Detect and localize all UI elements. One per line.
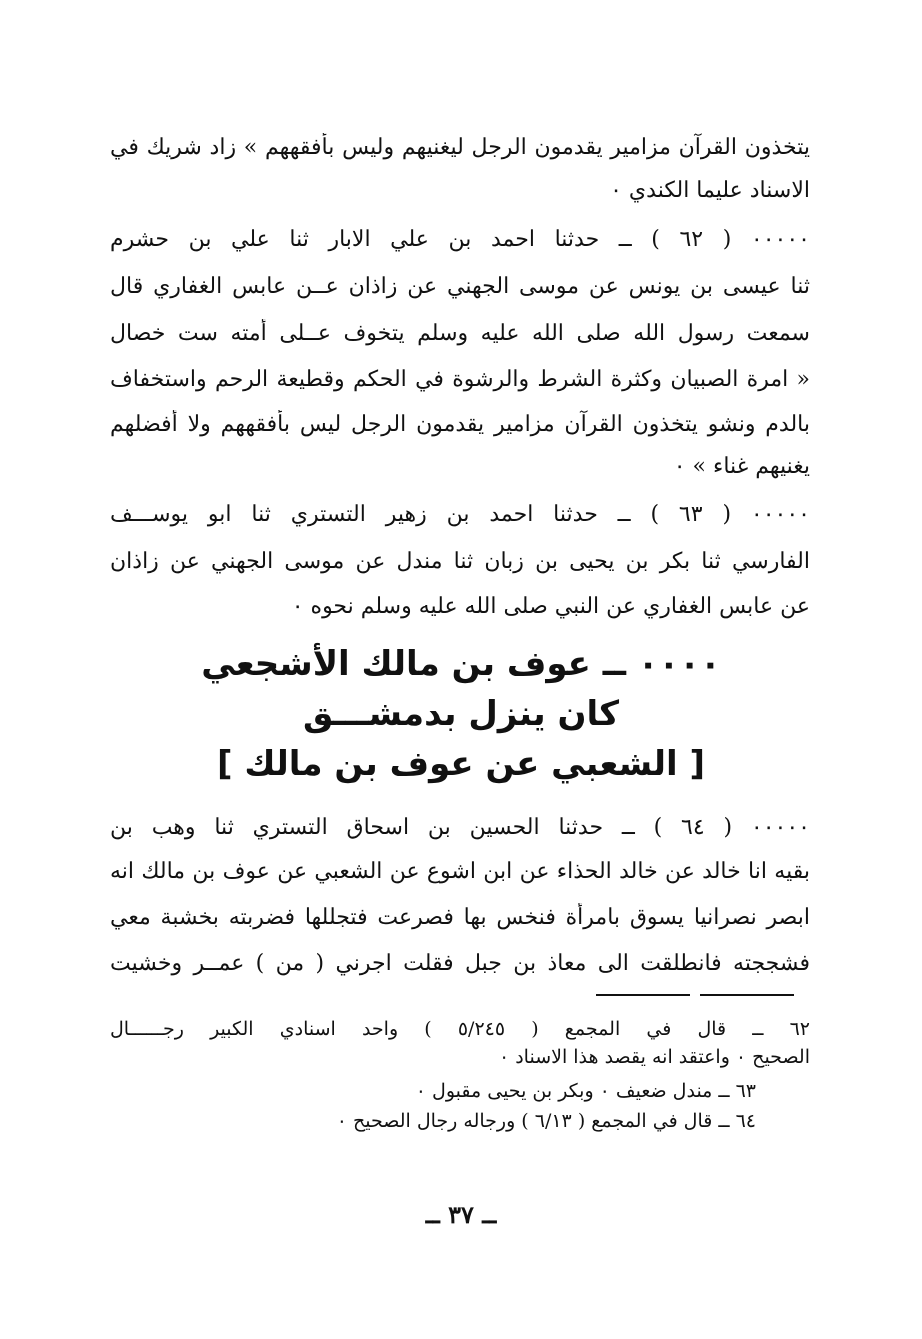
text-line: يتخذون القرآن مزامير يقدمون الرجل ليغنيهم وليس بأفقههم » زاد شريك في <box>110 135 810 160</box>
text-line: ثنا عيسى بن يونس عن موسى الجهني عن زاذان عــن عابس الغفاري قال <box>110 274 810 299</box>
footnote-62: ٦٢ ــ قال في المجمع ( ٥/٢٤٥ ) واحد اسنادي الكبير رجــــــال <box>110 1018 810 1040</box>
text-line: يغنيهم غناء » ٠ <box>673 454 810 479</box>
text-line: بقيه انا خالد عن خالد الحذاء عن ابن اشوع عن الشعبي عن عوف بن مالك انه <box>110 859 810 884</box>
text-line: بالدم ونشو يتخذون القرآن مزامير يقدمون الرجل ليس بأفقههم ولا أفضلهم <box>110 412 810 437</box>
footnote-rule <box>700 994 794 996</box>
text-line: الاسناد عليما الكندي ٠ <box>610 178 810 203</box>
section-subheading: كان ينزل بدمشـــق <box>302 694 620 734</box>
text-line: سمعت رسول الله صلى الله عليه وسلم يتخوف عــلى أمته ست خصال <box>110 321 810 346</box>
footnote-63: ٦٣ ــ مندل ضعيف ٠ وبكر بن يحيى مقبول ٠ <box>415 1080 756 1102</box>
text-line: عن عابس الغفاري عن النبي صلى الله عليه وسلم نحوه ٠ <box>291 594 810 619</box>
section-heading: ٠٠٠٠ ــ عوف بن مالك الأشجعي <box>201 644 721 684</box>
footnote-rule <box>596 994 690 996</box>
page-number: ــ ٣٧ ــ <box>425 1200 497 1229</box>
text-line: ابصر نصرانيا يسوق بامرأة فنخس بها فصرعت فتجللها فضربته بخشبة معي <box>110 905 810 930</box>
chain-heading: [ الشعبي عن عوف بن مالك ] <box>216 744 706 784</box>
footnote-62-cont: الصحيح ٠ واعتقد انه يقصد هذا الاسناد ٠ <box>498 1046 810 1068</box>
footnote-64: ٦٤ ــ قال في المجمع ( ٦/١٣ ) ورجاله رجال الصحيح ٠ <box>336 1110 756 1132</box>
hadith-64-line: ٠٠٠٠٠ ( ٦٤ ) ــ حدثنا الحسين بن اسحاق التستري ثنا وهب بن <box>110 815 810 840</box>
text-line: الفارسي ثنا بكر بن يحيى بن زبان ثنا مندل عن موسى الجهني عن زاذان <box>110 549 810 574</box>
hadith-62-line: ٠٠٠٠٠ ( ٦٢ ) ــ حدثنا احمد بن علي الابار ثنا علي بن حشرم <box>110 227 810 252</box>
hadith-63-line: ٠٠٠٠٠ ( ٦٣ ) ــ حدثنا احمد بن زهير التستري ثنا ابو يوســـف <box>110 502 810 527</box>
text-line: « امرة الصبيان وكثرة الشرط والرشوة في الحكم وقطيعة الرحم واستخفاف <box>110 367 810 392</box>
text-line: فشججته فانطلقت الى معاذ بن جبل فقلت اجرني ( من ) عمــر وخشيت <box>110 951 810 976</box>
